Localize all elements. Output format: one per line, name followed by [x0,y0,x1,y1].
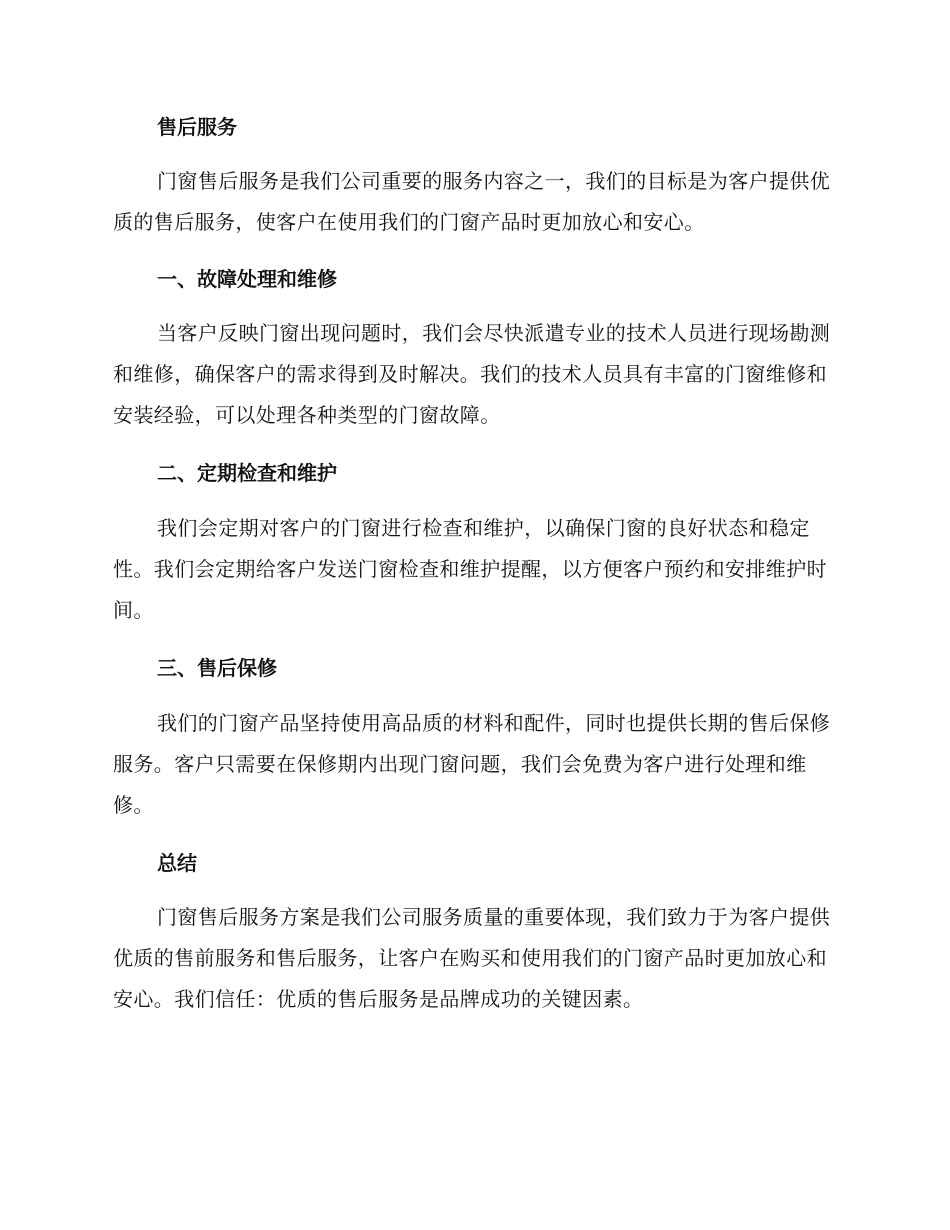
section-heading-2: 二、定期检查和维护 [157,461,337,485]
section-body-2: 我们会定期对客户的门窗进行检查和维护，以确保门窗的良好状态和稳定性。我们会定期给客户发送门窗检查和维护提醒，以方便客户预约和安排维护时间。 [113,516,827,622]
summary-body: 门窗售后服务方案是我们公司服务质量的重要体现，我们致力于为客户提供优质的售前服务和售后服务，让客户在购买和使用我们的门窗产品时更加放心和安心。我们信任：优质的售后服务是品牌成功的关键因素。 [113,905,831,1011]
intro-paragraph: 门窗售后服务是我们公司重要的服务内容之一，我们的目标是为客户提供优质的售后服务，使客户在使用我们的门窗产品时更加放心和安心。 [113,169,831,234]
section-heading-1: 一、故障处理和维修 [157,267,337,291]
section-body-3: 我们的门窗产品坚持使用高品质的材料和配件，同时也提供长期的售后保修服务。客户只需要在保修期内出现门窗问题，我们会免费为客户进行处理和维修。 [113,711,831,817]
summary-heading: 总结 [157,851,197,875]
section-body-1: 当客户反映门窗出现问题时，我们会尽快派遣专业的技术人员进行现场勘测和维修，确保客户的需求得到及时解决。我们的技术人员具有丰富的门窗维修和安装经验，可以处理各种类型的门窗故障。 [113,321,831,427]
section-heading-3: 三、售后保修 [157,656,277,680]
document-title: 售后服务 [157,115,237,139]
